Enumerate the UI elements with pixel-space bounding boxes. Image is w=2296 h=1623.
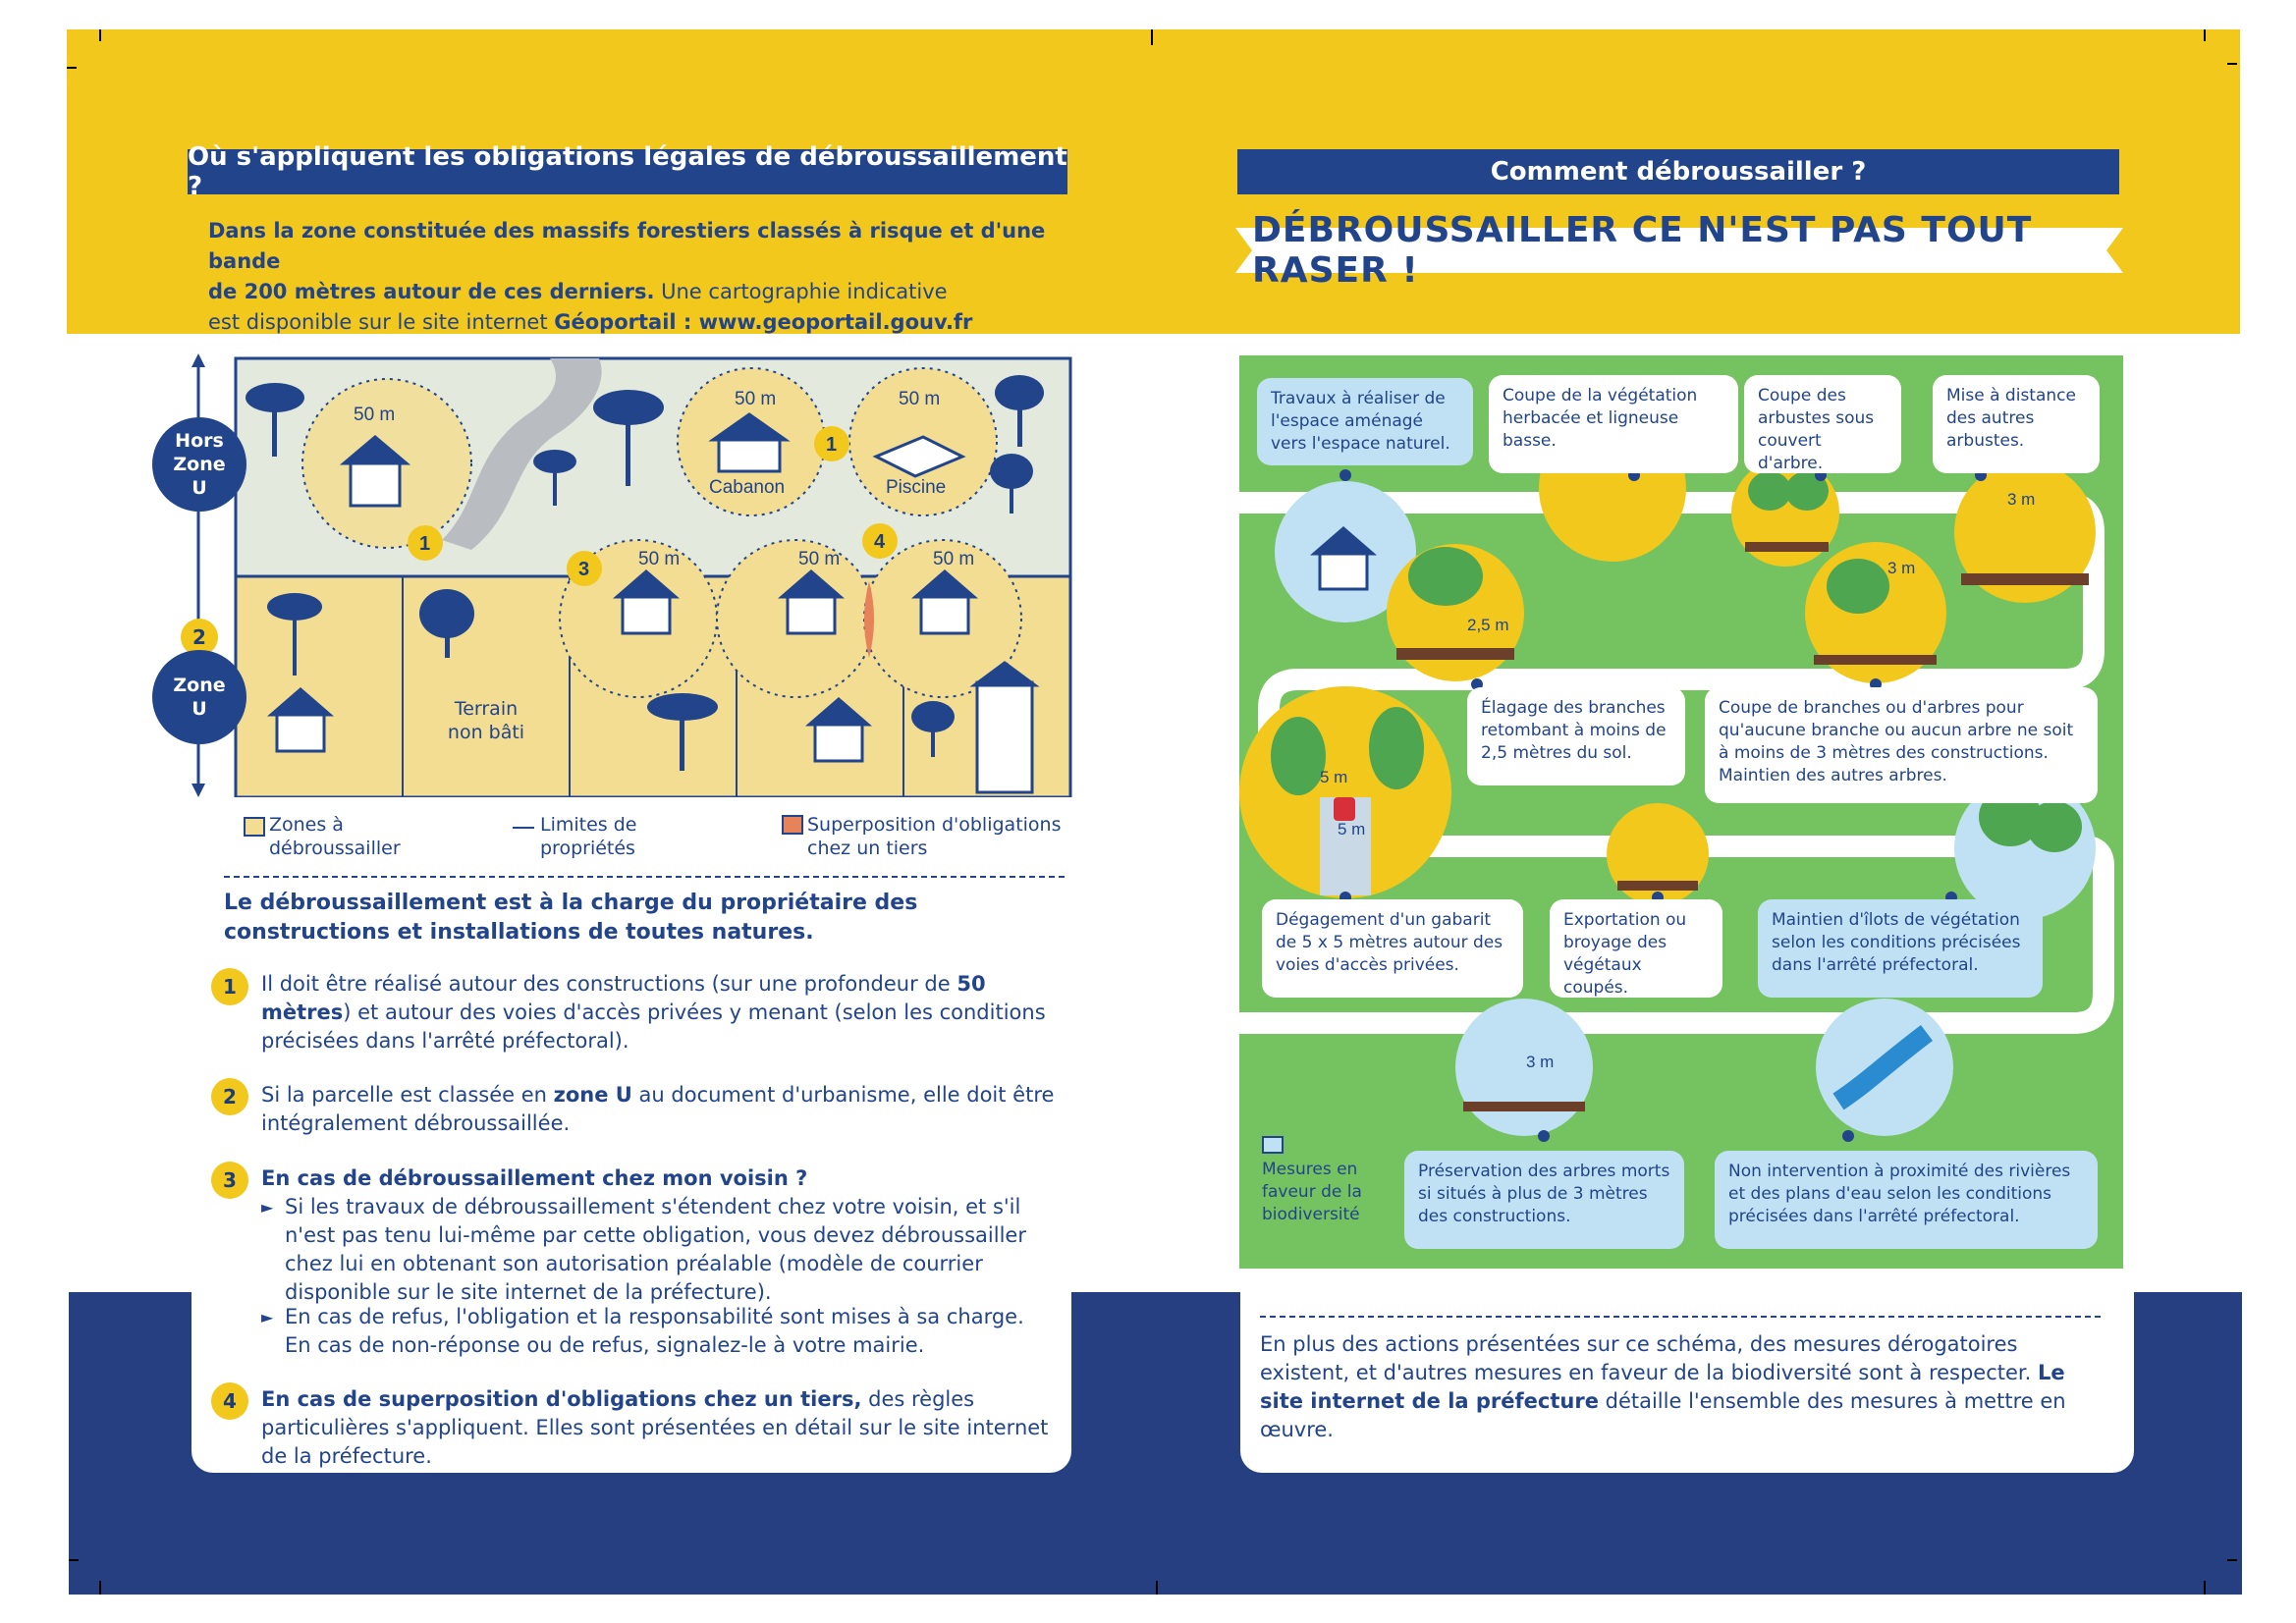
- left-section-title: Où s'appliquent les obligations légales de débroussaillement ?: [188, 142, 1067, 201]
- axis-arrow-down: [191, 784, 205, 797]
- step-4-bold: En cas de superposition d'obligations chez un tiers,: [261, 1387, 862, 1411]
- callout-exportation: Exportation ou broyage des végétaux coupés.: [1550, 899, 1722, 998]
- crop-mark: [1151, 29, 1153, 45]
- distance-label: 50 m: [354, 405, 396, 425]
- measure-3m: 3 m: [2007, 490, 2036, 509]
- step-1-bold: 50 mètres: [261, 972, 986, 1024]
- legend-superposition: Superposition d'obligations chez un tiers: [807, 814, 1062, 859]
- banner-notch-left: [1235, 228, 1252, 273]
- intro-bold-200m: de 200 mètres autour de ces derniers.: [208, 280, 655, 303]
- zone-u-label: Zone U: [173, 675, 226, 720]
- diagram-num-1a: 1: [419, 533, 431, 555]
- step-1-text-a: Il doit être réalisé autour des constructions (sur une profondeur de: [261, 972, 957, 996]
- measure-3m: 3 m: [1526, 1053, 1555, 1071]
- crop-mark: [2204, 29, 2206, 41]
- right-section-title: Comment débroussailler ?: [1237, 149, 2119, 194]
- intro-line-2: [208, 277, 1072, 307]
- step-4-text: [261, 1385, 1066, 1471]
- intro-line-3-start: est disponible sur le site internet: [208, 310, 555, 334]
- legend-swatch-zones: [244, 817, 265, 837]
- legend-limites: Limites de propriétés: [540, 814, 637, 859]
- geoportail-link[interactable]: Géoportail : www.geoportail.gouv.fr: [554, 310, 973, 334]
- step-3-number: 3: [211, 1162, 248, 1199]
- right-divider: [1260, 1316, 2101, 1318]
- crop-mark: [2227, 1559, 2237, 1561]
- distance-label: 50 m: [735, 389, 777, 409]
- left-divider: [224, 876, 1065, 878]
- step-3-heading: En cas de débroussaillement chez mon voisin ?: [261, 1166, 808, 1190]
- step-1-text: [261, 970, 1066, 1055]
- intro-line-1: Dans la zone constituée des massifs forestiers classés à risque et d'une bande: [208, 219, 1046, 273]
- step-2-bold: zone U: [553, 1083, 632, 1107]
- callout-coupe-arbustes: Coupe des arbustes sous couvert d'arbre.: [1744, 375, 1901, 473]
- callout-non-intervention: Non intervention à proximité des rivières et des plans d'eau selon les conditions précisées dans l'arrêté préfectoral.: [1715, 1151, 2098, 1249]
- step-2-text-a: Si la parcelle est classée en: [261, 1083, 554, 1107]
- bullet-arrow-icon: ►: [261, 1198, 274, 1217]
- zone-u-badge: [152, 650, 246, 744]
- right-banner: DÉBROUSSAILLER CE N'EST PAS TOUT RASER !: [1252, 228, 2106, 273]
- crop-mark: [99, 29, 101, 41]
- responsibility-text: Le débroussaillement est à la charge du propriétaire des constructions et installations de toutes natures.: [224, 891, 918, 945]
- measure-3m: 3 m: [1887, 559, 1916, 577]
- callout-coupe-branches: Coupe de branches ou d'arbres pour qu'aucune branche ou aucun arbre ne soit à moins de 3 mètres des constructions. Maintien des autres arbres.: [1705, 687, 2098, 803]
- building-icon: [974, 663, 1035, 792]
- bullet-arrow-icon: ►: [261, 1308, 274, 1326]
- distance-label: 50 m: [638, 549, 681, 569]
- crop-mark: [67, 67, 77, 69]
- measure-5m: 5 m: [1338, 820, 1366, 839]
- distance-label: 50 m: [798, 549, 841, 569]
- step-3-bullet-1-text: Si les travaux de débroussaillement s'étendent chez votre voisin, et s'il n'est pas tenu lui-même par cette obligation, vous devez débroussailler chez lui en obtenant son autorisation préalable (modèle de courrier disponible sur le site internet de la préfecture).: [285, 1195, 1026, 1304]
- callout-preservation: Préservation des arbres morts si situés à plus de 3 mètres des constructions.: [1404, 1151, 1684, 1249]
- step-3-bullet-2: [261, 1303, 1047, 1360]
- diagram-num-1b: 1: [826, 434, 838, 456]
- callout-mesures: Mesures en faveur de la biodiversité: [1262, 1160, 1362, 1224]
- car-icon: [1334, 797, 1355, 821]
- illustration-dead-tree: [1455, 999, 1593, 1136]
- intro-line-2-rest: Une cartographie indicative: [654, 280, 948, 303]
- callout-coupe-vegetation: Coupe de la végétation herbacée et ligneuse basse.: [1489, 375, 1738, 473]
- right-footer-text: [1260, 1330, 2105, 1444]
- step-4-number: 4: [211, 1382, 248, 1420]
- distance-label: 50 m: [899, 389, 941, 409]
- callout-degagement: Dégagement d'un gabarit de 5 x 5 mètres autour des voies d'accès privées.: [1262, 899, 1523, 998]
- step-4-text-b: des règles particulières s'appliquent. Elles sont présentées en détail sur le site internet de la préfecture.: [261, 1387, 1049, 1468]
- step-3-bullet-1: [261, 1193, 1047, 1307]
- intro-line-3: [208, 307, 1072, 338]
- prefecture-link[interactable]: Le site internet de la préfecture: [1260, 1361, 2065, 1413]
- measure-5m: 5 m: [1320, 768, 1348, 786]
- footer-text-b: détaille l'ensemble des mesures à mettre en œuvre.: [1260, 1389, 2066, 1441]
- cabanon-label: Cabanon: [709, 477, 786, 498]
- legend-zones: Zones à débroussailler: [269, 814, 401, 859]
- crop-mark: [1156, 1581, 1158, 1595]
- step-1-number: 1: [211, 968, 248, 1005]
- hors-zone-badge: [152, 417, 246, 512]
- crop-mark: [2227, 63, 2237, 65]
- step-3-bullet-2-text: En cas de refus, l'obligation et la responsabilité sont mises à sa charge. En cas de non-réponse ou de refus, signalez-le à votre mairie.: [285, 1305, 1024, 1357]
- legend-line-limites: [513, 827, 534, 829]
- diagram-num-3: 3: [578, 559, 590, 580]
- hors-zone-label: Hors Zone U: [173, 430, 226, 499]
- crop-mark: [2204, 1581, 2206, 1595]
- crop-mark: [99, 1581, 101, 1595]
- callout-mise-distance: Mise à distance des autres arbustes.: [1933, 375, 2100, 473]
- step-2-text: [261, 1081, 1066, 1138]
- callout-elagage: Élagage des branches retombant à moins de 2,5 mètres du sol.: [1467, 687, 1685, 785]
- measure-2-5m: 2,5 m: [1467, 616, 1509, 634]
- terrain-label: Terrain non bâti: [447, 698, 525, 743]
- banner-notch-right: [2106, 228, 2123, 273]
- piscine-label: Piscine: [886, 477, 947, 498]
- callout-travaux: Travaux à réaliser de l'espace aménagé vers l'espace naturel.: [1257, 378, 1473, 465]
- step-2-text-b: au document d'urbanisme, elle doit être intégralement débroussaillée.: [261, 1083, 1055, 1135]
- legend-swatch-superposition: [782, 815, 803, 835]
- biodiversity-swatch: [1262, 1136, 1284, 1154]
- zone-diagram: [147, 353, 1076, 797]
- crop-mark: [69, 1559, 79, 1561]
- diagram-num-4: 4: [874, 531, 886, 553]
- step-1-text-b: ) et autour des voies d'accès privées y menant (selon les conditions précisées dans l'arrêté préfectoral).: [261, 1001, 1046, 1053]
- zone-u-number: 2: [181, 619, 218, 656]
- footer-text-a: En plus des actions présentées sur ce schéma, des mesures dérogatoires existent, et d'autres mesures en faveur de la biodiversité sont à respecter.: [1260, 1332, 2038, 1384]
- axis-arrow-up: [191, 353, 205, 367]
- callout-maintien-ilots: Maintien d'îlots de végétation selon les conditions précisées dans l'arrêté préfectoral.: [1758, 899, 2043, 998]
- step-2-number: 2: [211, 1078, 248, 1115]
- clearing-schematic: [1239, 355, 2123, 1269]
- left-intro: [208, 216, 1072, 338]
- distance-label: 50 m: [933, 549, 975, 569]
